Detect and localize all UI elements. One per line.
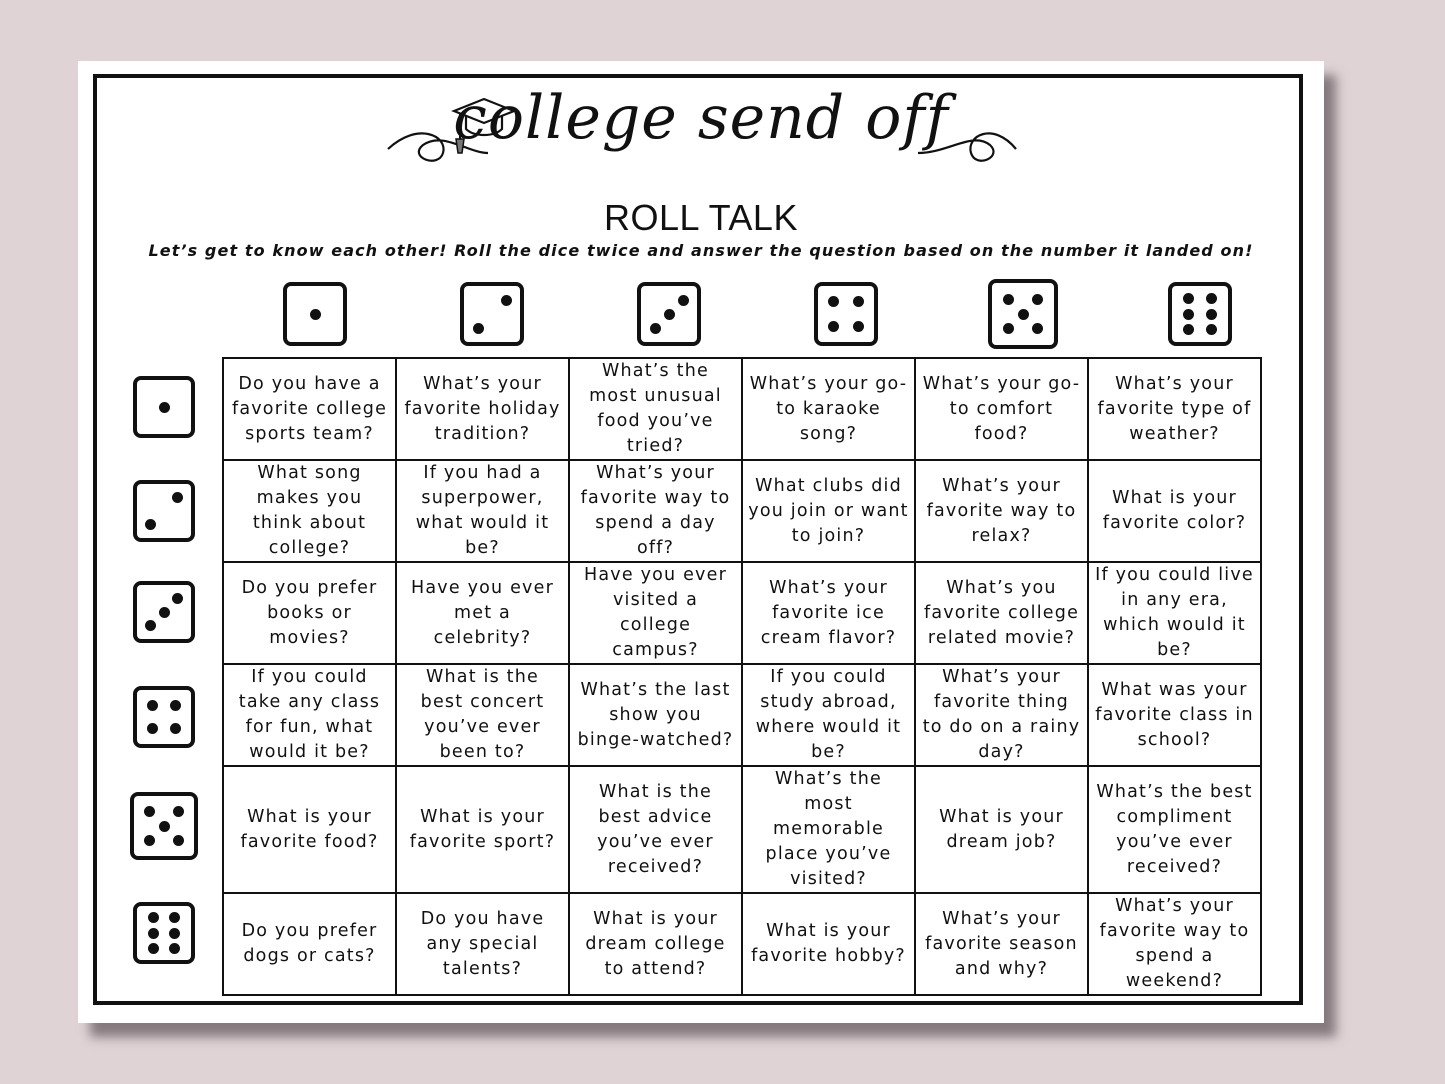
die-pip	[144, 835, 155, 846]
die-pip	[1018, 309, 1029, 320]
question-cell: What’s your go-to comfort food?	[915, 358, 1088, 460]
question-cell: What’s you favorite college related movie?	[915, 562, 1088, 664]
question-cell: What was your favorite class in school?	[1088, 664, 1261, 766]
die-pip	[1032, 294, 1043, 305]
question-cell: Do you prefer books or movies?	[223, 562, 396, 664]
die-pip	[1003, 323, 1014, 334]
die-face-icon	[1168, 282, 1232, 346]
die-pip	[173, 806, 184, 817]
question-cell: Have you ever met a celebrity?	[396, 562, 569, 664]
die-face-icon	[460, 282, 524, 346]
die-pip	[650, 323, 661, 334]
die-pip	[145, 519, 156, 530]
question-cell: What song makes you think about college?	[223, 460, 396, 562]
die-pip	[172, 492, 183, 503]
table-row	[223, 562, 1261, 664]
question-cell: What is your favorite hobby?	[742, 893, 915, 995]
question-cell: What’s the last show you binge-watched?	[569, 664, 742, 766]
question-cell: What’s your go-to karaoke song?	[742, 358, 915, 460]
page-subtitle: ROLL TALK	[604, 197, 798, 238]
question-cell: If you could take any class for fun, what would it be?	[223, 664, 396, 766]
die-face-icon	[637, 282, 701, 346]
question-grid	[222, 357, 1262, 996]
die-pip	[1032, 323, 1043, 334]
die-face-icon	[133, 376, 195, 438]
die-pip	[1206, 293, 1217, 304]
question-cell: What’s your favorite way to spend a weekend?	[1088, 893, 1261, 995]
die-pip	[145, 620, 156, 631]
die-pip	[159, 402, 170, 413]
die-pip	[170, 723, 181, 734]
die-pip	[1183, 309, 1194, 320]
die-pip	[1206, 309, 1217, 320]
question-cell: What’s your favorite way to relax?	[915, 460, 1088, 562]
question-cell: Do you have a favorite college sports team?	[223, 358, 396, 460]
question-cell: What is your dream job?	[915, 766, 1088, 893]
question-cell: What’s your favorite season and why?	[915, 893, 1088, 995]
die-pip	[1003, 294, 1014, 305]
question-cell: If you could study abroad, where would it be?	[742, 664, 915, 766]
question-cell: What’s the most memorable place you’ve visited?	[742, 766, 915, 893]
question-cell: What’s the best compliment you’ve ever received?	[1088, 766, 1261, 893]
question-cell: What’s your favorite holiday tradition?	[396, 358, 569, 460]
instructions-text: Let’s get to know each other! Roll the dice twice and answer the question based on the number it landed on!	[148, 241, 1254, 260]
die-pip	[853, 296, 864, 307]
die-pip	[853, 321, 864, 332]
die-face-icon	[133, 581, 195, 643]
table-row	[223, 893, 1261, 995]
die-pip	[1206, 324, 1217, 335]
die-pip	[828, 321, 839, 332]
die-pip	[148, 928, 159, 939]
die-pip	[473, 323, 484, 334]
question-cell: What is your favorite color?	[1088, 460, 1261, 562]
question-cell: If you had a superpower, what would it be?	[396, 460, 569, 562]
page-title: college send off	[453, 83, 949, 153]
question-cell: What’s the most unusual food you’ve tried?	[569, 358, 742, 460]
die-pip	[1183, 293, 1194, 304]
die-pip	[678, 295, 689, 306]
die-face-icon	[133, 902, 195, 964]
die-face-icon	[130, 792, 198, 860]
die-pip	[159, 821, 170, 832]
die-face-icon	[283, 282, 347, 346]
die-face-icon	[814, 282, 878, 346]
question-cell: Have you ever visited a college campus?	[569, 562, 742, 664]
question-cell: Do you have any special talents?	[396, 893, 569, 995]
question-cell: What is your favorite food?	[223, 766, 396, 893]
question-cell: What is the best advice you’ve ever received?	[569, 766, 742, 893]
die-face-icon	[988, 279, 1058, 349]
question-cell: What’s your favorite ice cream flavor?	[742, 562, 915, 664]
question-cell: What’s your favorite type of weather?	[1088, 358, 1261, 460]
table-row	[223, 460, 1261, 562]
die-pip	[169, 912, 180, 923]
title-block	[78, 61, 1324, 191]
question-cell: What’s your favorite thing to do on a rainy day?	[915, 664, 1088, 766]
die-pip	[1183, 324, 1194, 335]
die-pip	[828, 296, 839, 307]
worksheet-page	[78, 61, 1324, 1023]
die-pip	[664, 309, 675, 320]
question-cell: If you could live in any era, which would it be?	[1088, 562, 1261, 664]
die-pip	[169, 943, 180, 954]
question-cell: What’s your favorite way to spend a day off?	[569, 460, 742, 562]
die-face-icon	[133, 686, 195, 748]
question-cell: What clubs did you join or want to join?	[742, 460, 915, 562]
question-cell: What is your dream college to attend?	[569, 893, 742, 995]
die-pip	[144, 806, 155, 817]
question-cell: What is your favorite sport?	[396, 766, 569, 893]
die-pip	[173, 835, 184, 846]
die-pip	[501, 295, 512, 306]
die-pip	[148, 943, 159, 954]
die-pip	[147, 700, 158, 711]
die-pip	[310, 309, 321, 320]
die-pip	[172, 593, 183, 604]
die-pip	[170, 700, 181, 711]
die-pip	[159, 607, 170, 618]
question-cell: What is the best concert you’ve ever been to?	[396, 664, 569, 766]
die-face-icon	[133, 480, 195, 542]
die-pip	[147, 723, 158, 734]
table-row	[223, 358, 1261, 460]
table-row	[223, 664, 1261, 766]
die-pip	[148, 912, 159, 923]
table-row	[223, 766, 1261, 893]
question-cell: Do you prefer dogs or cats?	[223, 893, 396, 995]
die-pip	[169, 928, 180, 939]
